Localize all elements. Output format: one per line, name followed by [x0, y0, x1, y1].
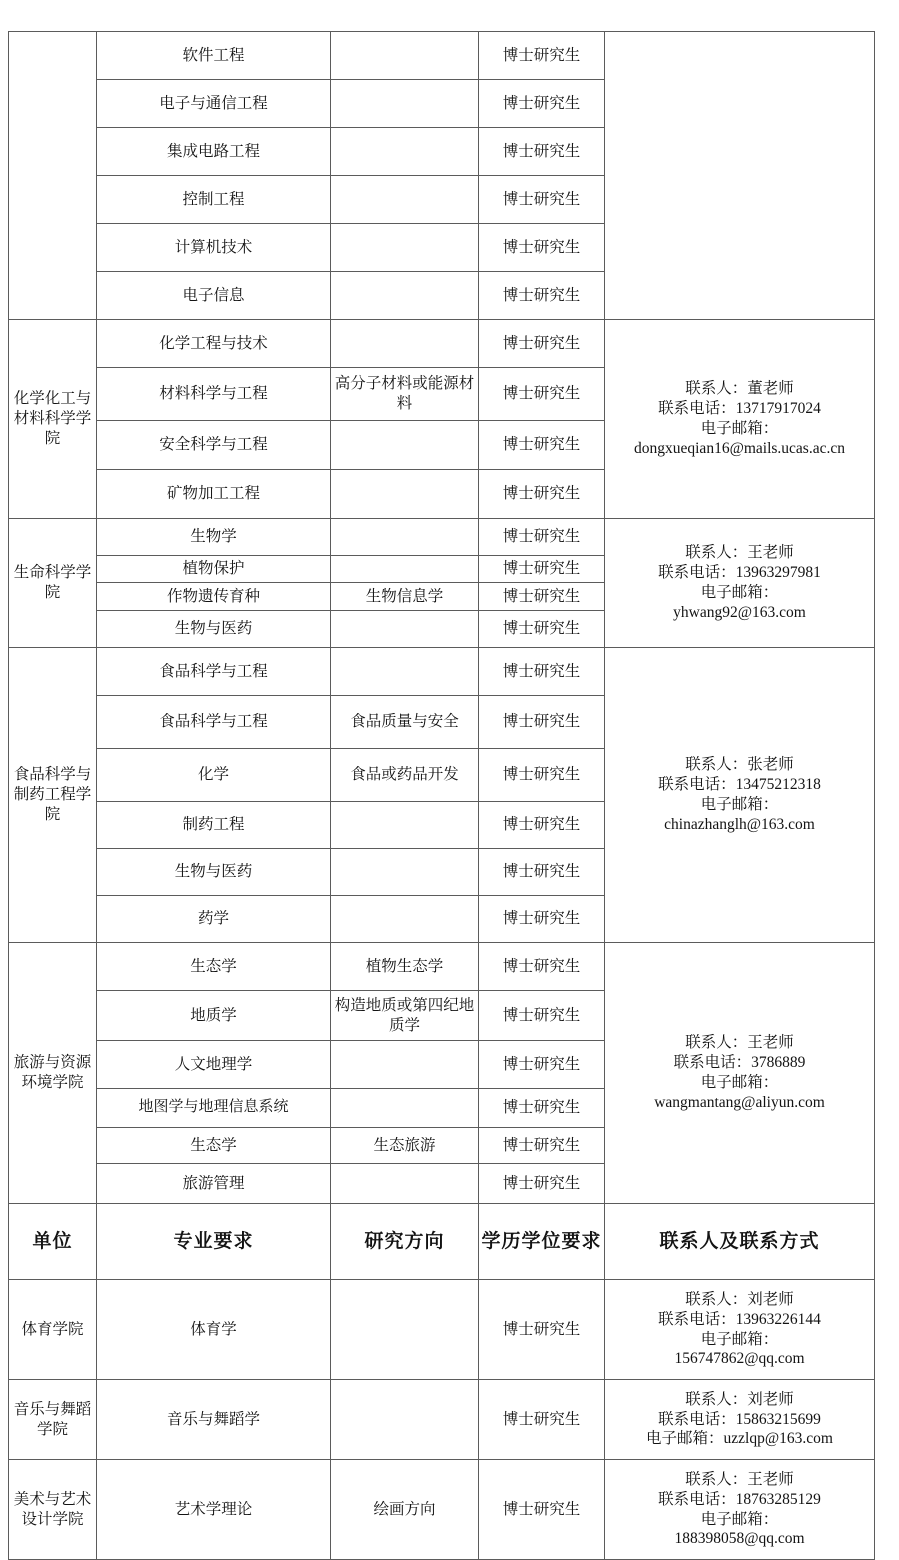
- contact-person-label: 联系人：: [685, 380, 748, 398]
- cell-direction: [331, 272, 479, 320]
- cell-degree: 博士研究生: [479, 1041, 605, 1089]
- contact-email-label: 电子邮箱：: [700, 584, 779, 601]
- cell-unit: 化学化工与材料科学学院: [9, 320, 97, 519]
- cell-direction: 食品或药品开发: [331, 749, 479, 802]
- cell-degree: 博士研究生: [479, 1460, 605, 1560]
- cell-major: 安全科学与工程: [97, 421, 331, 470]
- cell-major: 化学: [97, 749, 331, 802]
- contact-email-value: uzzlqp@163.com: [723, 1430, 833, 1448]
- cell-direction: 高分子材料或能源材料: [331, 368, 479, 421]
- contact-person-label: 联系人：: [685, 756, 748, 774]
- contact-person-value: 董老师: [747, 380, 794, 398]
- table-row: [9, 32, 875, 80]
- cell-contact: [605, 1280, 875, 1380]
- contact-phone-line: [608, 1053, 871, 1073]
- cell-major: 体育学: [97, 1280, 331, 1380]
- cell-direction: [331, 128, 479, 176]
- contact-phone-value: 18763285129: [735, 1490, 821, 1508]
- cell-direction: 生物信息学: [331, 583, 479, 611]
- cell-contact: [605, 32, 875, 320]
- contact-phone-label: 联系电话：: [658, 564, 736, 582]
- contact-phone-value: 13717917024: [735, 400, 821, 418]
- cell-direction: [331, 421, 479, 470]
- cell-major: 生物学: [97, 519, 331, 556]
- cell-direction: [331, 849, 479, 896]
- cell-major: 植物保护: [97, 556, 331, 583]
- cell-contact: [605, 320, 875, 519]
- table-row: [9, 1280, 875, 1380]
- contact-phone-label: 联系电话：: [658, 1410, 736, 1428]
- cell-degree: 博士研究生: [479, 749, 605, 802]
- cell-major: 控制工程: [97, 176, 331, 224]
- cell-contact: [605, 1460, 875, 1560]
- cell-major: 电子与通信工程: [97, 80, 331, 128]
- cell-degree: 博士研究生: [479, 556, 605, 583]
- table-row: [9, 1460, 875, 1560]
- cell-direction: 绘画方向: [331, 1460, 479, 1560]
- contact-person-line: [608, 1470, 871, 1490]
- cell-degree: 博士研究生: [479, 32, 605, 80]
- cell-degree: 博士研究生: [479, 1380, 605, 1460]
- contact-email-label: 电子邮箱：: [646, 1430, 724, 1448]
- contact-email-value: chinazhanglh@163.com: [664, 815, 815, 833]
- contact-person-label: 联系人：: [685, 544, 748, 562]
- contact-phone-value: 13963226144: [735, 1310, 821, 1328]
- header-degree: 学历学位要求: [479, 1204, 605, 1280]
- header-direction: 研究方向: [331, 1204, 479, 1280]
- cell-direction: [331, 556, 479, 583]
- cell-major: 生物与医药: [97, 611, 331, 648]
- cell-direction: [331, 224, 479, 272]
- cell-direction: 植物生态学: [331, 943, 479, 991]
- contact-person-line: [608, 543, 871, 563]
- contact-email-value: wangmantang@aliyun.com: [654, 1093, 825, 1111]
- contact-person-line: [608, 755, 871, 775]
- cell-major: 生物与医药: [97, 849, 331, 896]
- contact-person-line: [608, 1390, 871, 1410]
- cell-major: 地图学与地理信息系统: [97, 1089, 331, 1128]
- cell-major: 软件工程: [97, 32, 331, 80]
- cell-major: 药学: [97, 896, 331, 943]
- cell-major: 地质学: [97, 991, 331, 1041]
- cell-degree: 博士研究生: [479, 368, 605, 421]
- contact-person-value: 王老师: [747, 1034, 794, 1052]
- cell-direction: 食品质量与安全: [331, 696, 479, 749]
- cell-direction: [331, 1164, 479, 1204]
- cell-contact: [605, 519, 875, 648]
- contact-person-line: [608, 379, 871, 399]
- table-header-row: [9, 1204, 875, 1280]
- contact-phone-value: 3786889: [751, 1054, 806, 1072]
- cell-degree: 博士研究生: [479, 1280, 605, 1380]
- cell-major: 人文地理学: [97, 1041, 331, 1089]
- cell-direction: 构造地质或第四纪地质学: [331, 991, 479, 1041]
- contact-person-value: 刘老师: [747, 1390, 794, 1408]
- table-row: [9, 648, 875, 696]
- cell-direction: [331, 896, 479, 943]
- cell-degree: 博士研究生: [479, 1089, 605, 1128]
- cell-major: 集成电路工程: [97, 128, 331, 176]
- cell-direction: 生态旅游: [331, 1128, 479, 1164]
- cell-degree: 博士研究生: [479, 176, 605, 224]
- cell-degree: 博士研究生: [479, 943, 605, 991]
- cell-direction: [331, 802, 479, 849]
- contact-email-label: 电子邮箱：: [700, 1510, 779, 1528]
- contact-email-value: 156747862@qq.com: [674, 1350, 805, 1368]
- cell-major: 旅游管理: [97, 1164, 331, 1204]
- cell-degree: 博士研究生: [479, 802, 605, 849]
- cell-direction: [331, 470, 479, 519]
- contact-phone-line: [608, 775, 871, 795]
- cell-major: 矿物加工工程: [97, 470, 331, 519]
- contact-phone-label: 联系电话：: [673, 1054, 752, 1072]
- contact-phone-label: 联系电话：: [658, 1490, 736, 1508]
- header-unit: 单位: [9, 1204, 97, 1280]
- contact-phone-label: 联系电话：: [658, 1310, 736, 1328]
- cell-unit: 体育学院: [9, 1280, 97, 1380]
- cell-degree: 博士研究生: [479, 696, 605, 749]
- contact-email-label: 电子邮箱：: [700, 1330, 779, 1348]
- cell-contact: [605, 1380, 875, 1460]
- cell-unit: [9, 32, 97, 320]
- cell-unit: 旅游与资源环境学院: [9, 943, 97, 1204]
- cell-degree: 博士研究生: [479, 470, 605, 519]
- cell-major: 艺术学理论: [97, 1460, 331, 1560]
- contact-email-label: 电子邮箱：: [700, 420, 779, 437]
- cell-major: 制药工程: [97, 802, 331, 849]
- contact-person-value: 刘老师: [747, 1290, 794, 1308]
- cell-major: 生态学: [97, 943, 331, 991]
- cell-major: 食品科学与工程: [97, 696, 331, 749]
- cell-direction: [331, 32, 479, 80]
- cell-degree: 博士研究生: [479, 80, 605, 128]
- cell-degree: 博士研究生: [479, 611, 605, 648]
- contact-email-label: 电子邮箱：: [700, 796, 779, 813]
- cell-direction: [331, 1041, 479, 1089]
- contact-person-label: 联系人：: [685, 1470, 748, 1488]
- header-contact: 联系人及联系方式: [605, 1204, 875, 1280]
- table-row: [9, 943, 875, 991]
- cell-unit: 美术与艺术设计学院: [9, 1460, 97, 1560]
- cell-degree: 博士研究生: [479, 272, 605, 320]
- table-row: [9, 320, 875, 368]
- contact-person-label: 联系人：: [685, 1390, 748, 1408]
- cell-degree: 博士研究生: [479, 583, 605, 611]
- contact-phone-line: [608, 1490, 871, 1510]
- contact-phone-line: [608, 1310, 871, 1330]
- contact-phone-value: 13475212318: [735, 776, 821, 794]
- contact-email-value: 188398058@qq.com: [674, 1530, 805, 1548]
- contact-phone-line: [608, 1410, 871, 1430]
- cell-degree: 博士研究生: [479, 1164, 605, 1204]
- cell-degree: 博士研究生: [479, 320, 605, 368]
- contact-person-value: 王老师: [747, 1470, 794, 1488]
- table-row: [9, 519, 875, 556]
- contact-phone-line: [608, 563, 871, 583]
- contact-person-line: [608, 1033, 871, 1053]
- table-body: [9, 32, 875, 1560]
- table-row: [9, 1380, 875, 1460]
- cell-major: 电子信息: [97, 272, 331, 320]
- contact-phone-label: 联系电话：: [658, 400, 736, 418]
- cell-contact: [605, 943, 875, 1204]
- cell-degree: 博士研究生: [479, 519, 605, 556]
- contact-email-label: 电子邮箱：: [700, 1074, 779, 1091]
- cell-direction: [331, 1089, 479, 1128]
- cell-major: 计算机技术: [97, 224, 331, 272]
- requirements-table: [8, 31, 875, 1560]
- cell-degree: 博士研究生: [479, 224, 605, 272]
- cell-degree: 博士研究生: [479, 849, 605, 896]
- cell-degree: 博士研究生: [479, 648, 605, 696]
- cell-unit: 音乐与舞蹈学院: [9, 1380, 97, 1460]
- cell-degree: 博士研究生: [479, 991, 605, 1041]
- cell-major: 音乐与舞蹈学: [97, 1380, 331, 1460]
- cell-degree: 博士研究生: [479, 421, 605, 470]
- contact-phone-value: 15863215699: [735, 1410, 821, 1428]
- contact-person-value: 王老师: [747, 544, 794, 562]
- cell-direction: [331, 320, 479, 368]
- cell-major: 生态学: [97, 1128, 331, 1164]
- cell-major: 化学工程与技术: [97, 320, 331, 368]
- cell-major: 材料科学与工程: [97, 368, 331, 421]
- contact-email-value: dongxueqian16@mails.ucas.ac.cn: [634, 439, 845, 457]
- header-major: 专业要求: [97, 1204, 331, 1280]
- cell-unit: 生命科学学院: [9, 519, 97, 648]
- cell-degree: 博士研究生: [479, 1128, 605, 1164]
- cell-direction: [331, 1380, 479, 1460]
- contact-phone-value: 13963297981: [735, 564, 821, 582]
- cell-direction: [331, 176, 479, 224]
- contact-person-label: 联系人：: [685, 1290, 748, 1308]
- contact-email-line: [608, 1429, 871, 1449]
- contact-person-value: 张老师: [747, 756, 794, 774]
- cell-major: 食品科学与工程: [97, 648, 331, 696]
- contact-email-value: yhwang92@163.com: [673, 603, 806, 621]
- contact-phone-label: 联系电话：: [658, 776, 736, 794]
- contact-person-line: [608, 1290, 871, 1310]
- contact-phone-line: [608, 399, 871, 419]
- cell-major: 作物遗传育种: [97, 583, 331, 611]
- cell-contact: [605, 648, 875, 943]
- cell-direction: [331, 519, 479, 556]
- cell-direction: [331, 611, 479, 648]
- cell-direction: [331, 648, 479, 696]
- cell-direction: [331, 1280, 479, 1380]
- cell-degree: 博士研究生: [479, 128, 605, 176]
- cell-unit: 食品科学与制药工程学院: [9, 648, 97, 943]
- cell-direction: [331, 80, 479, 128]
- cell-degree: 博士研究生: [479, 896, 605, 943]
- contact-person-label: 联系人：: [685, 1034, 748, 1052]
